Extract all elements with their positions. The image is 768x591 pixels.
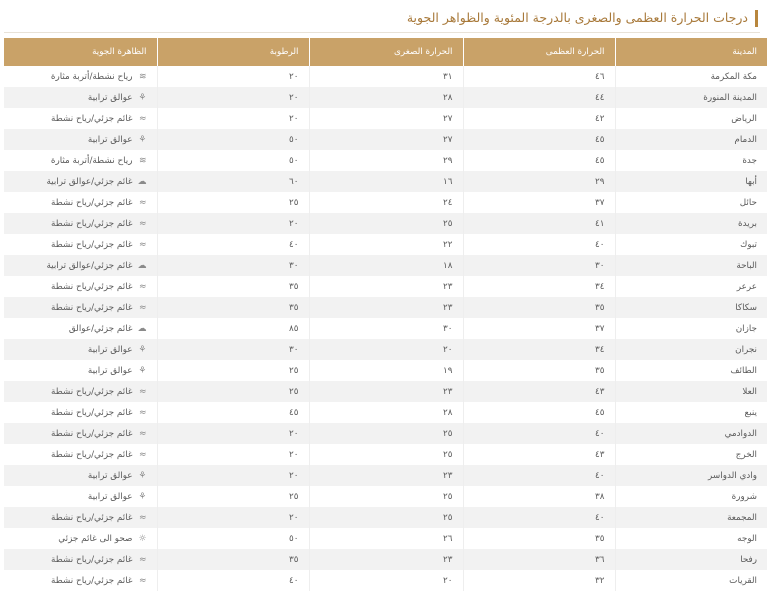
weather-cell — [4, 255, 157, 276]
cloud-wind-icon: ≈ — [138, 407, 147, 418]
cloud-wind-icon: ≈ — [138, 512, 147, 523]
cloud-wind-icon: ≈ — [138, 575, 147, 586]
wind-dust-icon: ≋ — [138, 155, 147, 166]
humidity-cell: ٤٠ — [157, 234, 309, 255]
dust-icon: ⚘ — [138, 470, 147, 481]
cloud-wind-icon: ≈ — [138, 302, 147, 313]
max-temp-cell: ٣٥ — [463, 297, 615, 318]
weather-cell — [4, 234, 157, 255]
humidity-cell: ٢٥ — [157, 381, 309, 402]
min-temp-cell: ٢٨ — [309, 402, 463, 423]
page-title: درجات الحرارة العظمى والصغرى بالدرجة المئوية والظواهر الجوية — [406, 10, 748, 25]
city-cell: تبوك — [615, 234, 767, 255]
max-temp-cell: ٤٥ — [463, 150, 615, 171]
city-cell: الباحة — [615, 255, 767, 276]
dust-icon: ⚘ — [138, 344, 147, 355]
table-header-row — [4, 38, 767, 66]
weather-cell — [4, 360, 157, 381]
humidity-cell: ٢٠ — [157, 507, 309, 528]
weather-text: غائم جزئي/رياح نشطة — [51, 197, 133, 208]
humidity-cell: ٢٠ — [157, 423, 309, 444]
table-row — [4, 549, 767, 570]
weather-cell — [4, 276, 157, 297]
weather-text: عوالق ترابية — [87, 344, 133, 355]
max-temp-cell: ٤٤ — [463, 87, 615, 108]
weather-text: غائم جزئي/رياح نشطة — [51, 386, 133, 397]
weather-cell — [4, 108, 157, 129]
city-cell: المجمعة — [615, 507, 767, 528]
table-row — [4, 87, 767, 108]
table-row — [4, 108, 767, 129]
cloud-wind-icon: ≈ — [138, 197, 147, 208]
weather-cell — [4, 444, 157, 465]
table-row — [4, 402, 767, 423]
weather-text: غائم جزئي/رياح نشطة — [51, 113, 133, 124]
humidity-cell: ٣٠ — [157, 255, 309, 276]
cloud-wind-icon: ≈ — [138, 113, 147, 124]
weather-text: غائم جزئي/رياح نشطة — [51, 239, 133, 250]
city-cell: بريدة — [615, 213, 767, 234]
weather-text: عوالق ترابية — [87, 491, 133, 502]
weather-text: رياح نشطة/أتربة مثارة — [50, 155, 133, 166]
city-cell: نجران — [615, 339, 767, 360]
cloud-wind-icon: ≈ — [138, 554, 147, 565]
dust-icon: ⚘ — [138, 134, 147, 145]
max-temp-cell: ٣٤ — [463, 276, 615, 297]
max-temp-cell: ٣٧ — [463, 318, 615, 339]
max-temp-cell: ٤١ — [463, 213, 615, 234]
humidity-cell: ٢٠ — [157, 87, 309, 108]
table-row — [4, 234, 767, 255]
min-temp-cell: ٢٤ — [309, 192, 463, 213]
humidity-cell: ٦٠ — [157, 171, 309, 192]
table-row — [4, 150, 767, 171]
min-temp-cell: ٢٥ — [309, 444, 463, 465]
weather-text: غائم جزئي/عوالق ترابية — [46, 260, 133, 271]
weather-text: عوالق ترابية — [87, 365, 133, 376]
dust-icon: ⚘ — [138, 92, 147, 103]
humidity-cell: ٥٠ — [157, 129, 309, 150]
weather-text: غائم جزئي/رياح نشطة — [51, 281, 133, 292]
city-cell: الطائف — [615, 360, 767, 381]
humidity-cell: ٣٥ — [157, 297, 309, 318]
city-cell: رفحا — [615, 549, 767, 570]
title-section — [4, 8, 760, 33]
weather-cell — [4, 87, 157, 108]
humidity-cell: ٤٠ — [157, 570, 309, 591]
max-temp-cell: ٤٣ — [463, 444, 615, 465]
city-cell: القريات — [615, 570, 767, 591]
weather-cell — [4, 402, 157, 423]
dust-icon: ⚘ — [138, 365, 147, 376]
max-temp-cell: ٣٥ — [463, 360, 615, 381]
weather-cell — [4, 507, 157, 528]
city-cell: سكاكا — [615, 297, 767, 318]
weather-text: غائم جزئي/عوالق ترابية — [46, 176, 133, 187]
humidity-cell: ٣٥ — [157, 276, 309, 297]
table-row — [4, 423, 767, 444]
cloud-wind-icon: ≈ — [138, 218, 147, 229]
table-row — [4, 318, 767, 339]
humidity-cell: ٢٠ — [157, 213, 309, 234]
max-temp-cell: ٣٢ — [463, 570, 615, 591]
table-row — [4, 444, 767, 465]
weather-text: عوالق ترابية — [87, 92, 133, 103]
weather-cell — [4, 66, 157, 87]
max-temp-cell: ٣٥ — [463, 528, 615, 549]
table-row — [4, 213, 767, 234]
city-cell: الوجه — [615, 528, 767, 549]
min-temp-cell: ٢٣ — [309, 549, 463, 570]
city-cell: حائل — [615, 192, 767, 213]
humidity-cell: ٥٠ — [157, 150, 309, 171]
min-temp-cell: ٢٥ — [309, 507, 463, 528]
title-accent-bar — [755, 10, 758, 27]
min-temp-cell: ٢٠ — [309, 339, 463, 360]
min-temp-cell: ٢٨ — [309, 87, 463, 108]
table-body — [4, 66, 767, 591]
weather-text: غائم جزئي/رياح نشطة — [51, 575, 133, 586]
table-row — [4, 66, 767, 87]
weather-text: عوالق ترابية — [87, 470, 133, 481]
max-temp-cell: ٢٩ — [463, 171, 615, 192]
humidity-cell: ٣٠ — [157, 339, 309, 360]
table-row — [4, 465, 767, 486]
max-temp-cell: ٤٠ — [463, 465, 615, 486]
humidity-cell: ٢٠ — [157, 444, 309, 465]
city-cell: الدمام — [615, 129, 767, 150]
weather-cell — [4, 129, 157, 150]
sun-cloud-icon: ☼ — [138, 533, 147, 544]
max-temp-cell: ٣٦ — [463, 549, 615, 570]
min-temp-cell: ٢٣ — [309, 381, 463, 402]
weather-cell — [4, 465, 157, 486]
weather-text: غائم جزئي/رياح نشطة — [51, 407, 133, 418]
weather-cell — [4, 318, 157, 339]
column-header-humidity[interactable]: الرطوبة — [157, 38, 309, 66]
city-cell: مكة المكرمة — [615, 66, 767, 87]
weather-text: غائم جزئي/رياح نشطة — [51, 512, 133, 523]
max-temp-cell: ٤٦ — [463, 66, 615, 87]
min-temp-cell: ٢٢ — [309, 234, 463, 255]
max-temp-cell: ٤٣ — [463, 381, 615, 402]
cloud-wind-icon: ≈ — [138, 386, 147, 397]
min-temp-cell: ٢٣ — [309, 465, 463, 486]
min-temp-cell: ٢٣ — [309, 276, 463, 297]
humidity-cell: ٢٥ — [157, 192, 309, 213]
max-temp-cell: ٤٠ — [463, 423, 615, 444]
cloud-dust-icon: ☁ — [137, 260, 147, 271]
table-row — [4, 381, 767, 402]
city-cell: شرورة — [615, 486, 767, 507]
city-cell: ينبع — [615, 402, 767, 423]
weather-text: رياح نشطة/أتربة مثارة — [50, 71, 133, 82]
column-header-city[interactable]: المدينة — [615, 38, 767, 66]
city-cell: أبها — [615, 171, 767, 192]
humidity-cell: ٢٠ — [157, 465, 309, 486]
city-cell: العلا — [615, 381, 767, 402]
max-temp-cell: ٤٠ — [463, 234, 615, 255]
min-temp-cell: ٢٣ — [309, 297, 463, 318]
cloud-wind-icon: ≈ — [138, 449, 147, 460]
table-row — [4, 507, 767, 528]
min-temp-cell: ٣١ — [309, 66, 463, 87]
min-temp-cell: ١٦ — [309, 171, 463, 192]
min-temp-cell: ١٩ — [309, 360, 463, 381]
weather-text: غائم جزئي/رياح نشطة — [51, 428, 133, 439]
city-cell: جازان — [615, 318, 767, 339]
table-row — [4, 297, 767, 318]
cloud-dust-icon: ☁ — [137, 176, 147, 187]
min-temp-cell: ١٨ — [309, 255, 463, 276]
weather-cell — [4, 339, 157, 360]
table-row — [4, 339, 767, 360]
humidity-cell: ٨٥ — [157, 318, 309, 339]
weather-text: عوالق ترابية — [87, 134, 133, 145]
cloud-wind-icon: ≈ — [138, 428, 147, 439]
humidity-cell: ٣٥ — [157, 549, 309, 570]
min-temp-cell: ٢٩ — [309, 150, 463, 171]
city-cell: المدينة المنورة — [615, 87, 767, 108]
max-temp-cell: ٤٠ — [463, 507, 615, 528]
column-header-max-temp[interactable]: الحرارة العظمى — [463, 38, 615, 66]
humidity-cell: ٥٠ — [157, 528, 309, 549]
city-cell: عرعر — [615, 276, 767, 297]
weather-text: غائم جزئي/رياح نشطة — [51, 449, 133, 460]
weather-table — [4, 38, 767, 591]
table-row — [4, 129, 767, 150]
table-row — [4, 276, 767, 297]
max-temp-cell: ٤٢ — [463, 108, 615, 129]
weather-cell — [4, 213, 157, 234]
table-row — [4, 486, 767, 507]
city-cell: الرياض — [615, 108, 767, 129]
min-temp-cell: ٢٠ — [309, 570, 463, 591]
table-row — [4, 171, 767, 192]
weather-cell — [4, 486, 157, 507]
weather-cell — [4, 297, 157, 318]
max-temp-cell: ٣٧ — [463, 192, 615, 213]
min-temp-cell: ٢٥ — [309, 486, 463, 507]
max-temp-cell: ٤٥ — [463, 402, 615, 423]
city-cell: وادي الدواسر — [615, 465, 767, 486]
max-temp-cell: ٣٨ — [463, 486, 615, 507]
humidity-cell: ٢٥ — [157, 486, 309, 507]
weather-cell — [4, 423, 157, 444]
weather-cell — [4, 570, 157, 591]
humidity-cell: ٢٥ — [157, 360, 309, 381]
min-temp-cell: ٢٥ — [309, 213, 463, 234]
city-cell: جدة — [615, 150, 767, 171]
cloud-wind-icon: ≈ — [138, 239, 147, 250]
dust-icon: ⚘ — [138, 491, 147, 502]
humidity-cell: ٢٠ — [157, 108, 309, 129]
weather-text: غائم جزئي/رياح نشطة — [51, 554, 133, 565]
table-row — [4, 528, 767, 549]
weather-cell — [4, 528, 157, 549]
humidity-cell: ٢٠ — [157, 66, 309, 87]
weather-text: غائم جزئي/رياح نشطة — [51, 218, 133, 229]
min-temp-cell: ٢٥ — [309, 423, 463, 444]
humidity-cell: ٤٥ — [157, 402, 309, 423]
max-temp-cell: ٤٥ — [463, 129, 615, 150]
weather-cell — [4, 150, 157, 171]
table-row — [4, 570, 767, 591]
min-temp-cell: ٢٧ — [309, 129, 463, 150]
table-row — [4, 360, 767, 381]
column-header-weather[interactable]: الظاهرة الجوية — [4, 38, 157, 66]
max-temp-cell: ٣٤ — [463, 339, 615, 360]
weather-cell — [4, 171, 157, 192]
cloud-wind-icon: ≈ — [138, 281, 147, 292]
table-row — [4, 192, 767, 213]
weather-text: غائم جزئي/عوالق — [68, 323, 133, 334]
cloud-dust-icon: ☁ — [137, 323, 147, 334]
max-temp-cell: ٣٠ — [463, 255, 615, 276]
wind-dust-icon: ≋ — [138, 71, 147, 82]
column-header-min-temp[interactable]: الحرارة الصغرى — [309, 38, 463, 66]
weather-cell — [4, 549, 157, 570]
min-temp-cell: ٢٦ — [309, 528, 463, 549]
table-row — [4, 255, 767, 276]
weather-cell — [4, 381, 157, 402]
weather-cell — [4, 192, 157, 213]
city-cell: الدوادمي — [615, 423, 767, 444]
city-cell: الخرج — [615, 444, 767, 465]
min-temp-cell: ٣٠ — [309, 318, 463, 339]
weather-text: صحو الى غائم جزئي — [58, 533, 133, 544]
min-temp-cell: ٢٧ — [309, 108, 463, 129]
weather-text: غائم جزئي/رياح نشطة — [51, 302, 133, 313]
